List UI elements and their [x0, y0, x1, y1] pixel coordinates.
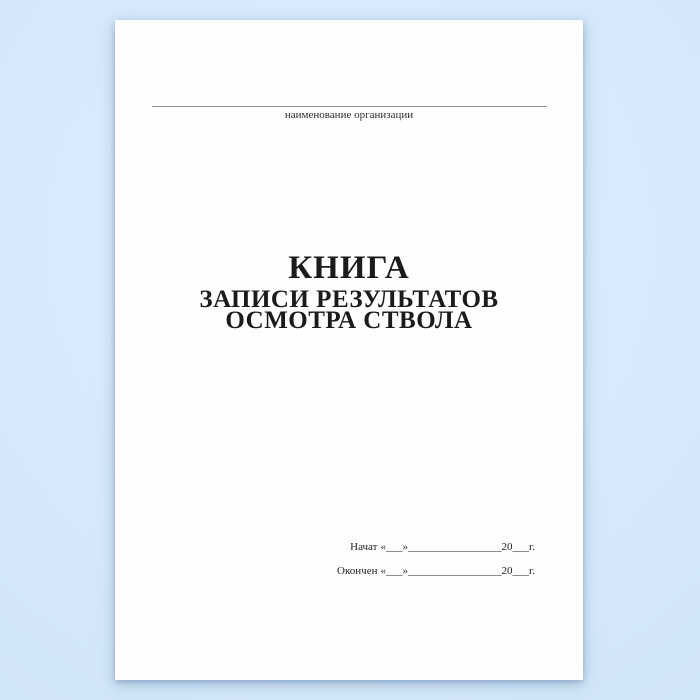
- dates-block: [337, 540, 535, 588]
- date-row-started: [337, 540, 535, 555]
- organization-name-line: [152, 106, 547, 107]
- finished-label: Окончен: [337, 565, 378, 577]
- document-subtitle-line1: ЗАПИСИ РЕЗУЛЬТАТОВ: [199, 286, 499, 313]
- organization-name-caption: наименование организации: [284, 109, 414, 121]
- document-page: [115, 20, 583, 680]
- started-label: Начат: [350, 541, 378, 553]
- document-subtitle: [115, 286, 583, 334]
- started-fill-line: «___»_________________20___г.: [380, 541, 535, 553]
- title-block: [115, 250, 583, 334]
- document-subtitle-line2: ОСМОТРА СТВОЛА: [225, 307, 473, 334]
- date-row-finished: [337, 564, 535, 579]
- document-title: КНИГА: [288, 250, 410, 286]
- finished-fill-line: «___»_________________20___г.: [380, 565, 535, 577]
